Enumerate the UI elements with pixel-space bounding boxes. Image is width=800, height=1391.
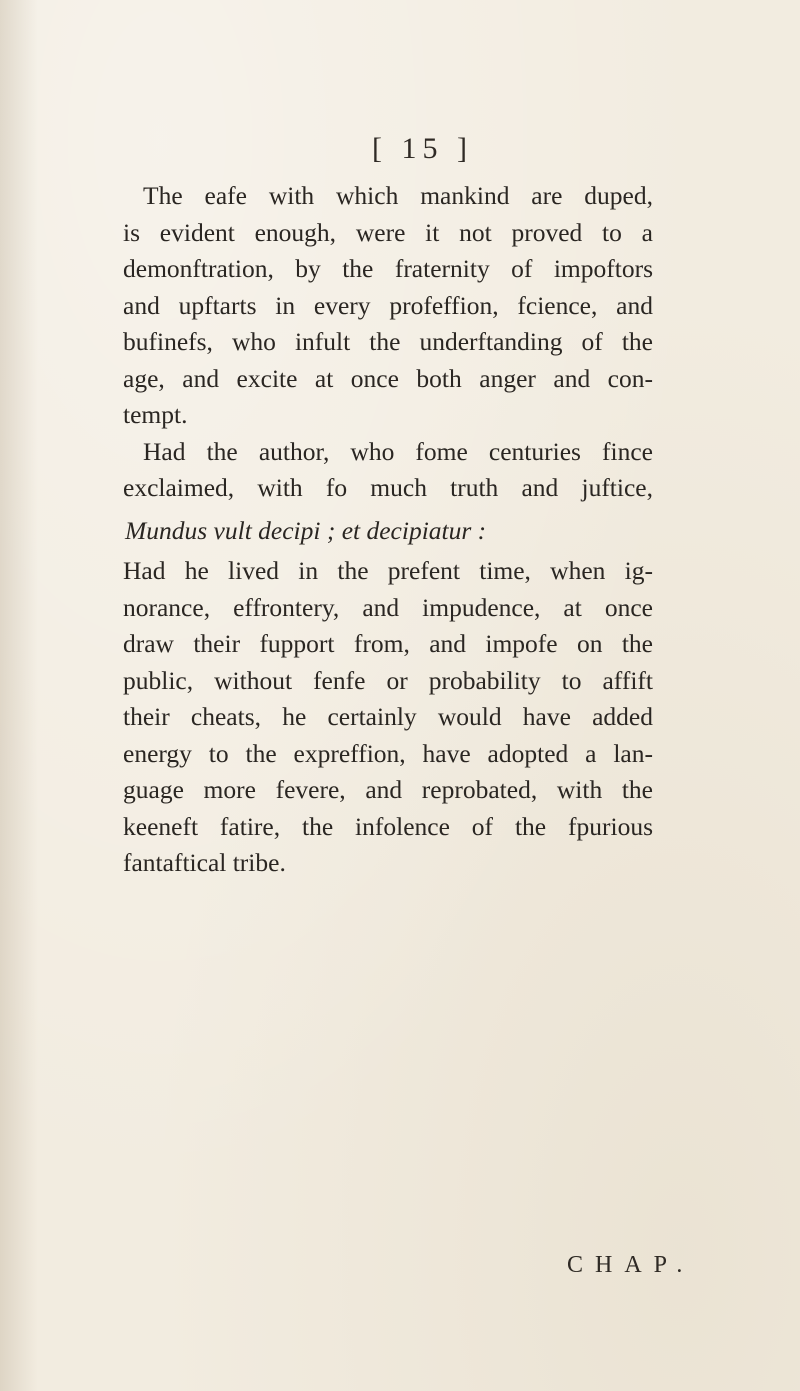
page-number: [ 15 ] xyxy=(372,132,473,165)
text-line: Had the author, who fome centuries fince xyxy=(143,436,653,466)
text-line: Had he lived in the prefent time, when ig- xyxy=(123,556,653,585)
text-line: public, without fenfe or probability to affift xyxy=(123,665,653,695)
text-line: age, and excite at once both anger and con- xyxy=(123,363,653,393)
text-line: bufinefs, who infult the underftanding of the xyxy=(123,327,653,356)
text-line: and upftarts in every profeffion, fcience, and xyxy=(123,290,653,320)
text-line: keeneft fatire, the infolence of the fpurious xyxy=(123,811,653,841)
page-edge-shadow xyxy=(0,0,38,1391)
body-text xyxy=(123,178,653,882)
text-line: energy to the expreffion, have adopted a lan- xyxy=(123,738,653,768)
text-line: their cheats, he certainly would have added xyxy=(123,702,653,731)
text-line: The eafe with which mankind are duped, xyxy=(143,181,653,210)
text-line: guage more fevere, and reprobated, with the xyxy=(123,775,653,804)
text-line: demonftration, by the fraternity of impoftors xyxy=(123,254,653,283)
text-line: norance, effrontery, and impudence, at once xyxy=(123,592,653,622)
text-line: draw their fupport from, and impofe on the xyxy=(123,629,653,658)
text-line: fantaftical tribe. xyxy=(123,848,286,877)
latin-quote: Mundus vult decipi ; et decipiatur : xyxy=(125,515,487,545)
text-line: exclaimed, with fo much truth and juftice, xyxy=(123,473,653,502)
text-line: is evident enough, were it not proved to a xyxy=(123,217,653,247)
catchword: CHAP. xyxy=(567,1252,695,1278)
text-line: tempt. xyxy=(123,400,188,429)
